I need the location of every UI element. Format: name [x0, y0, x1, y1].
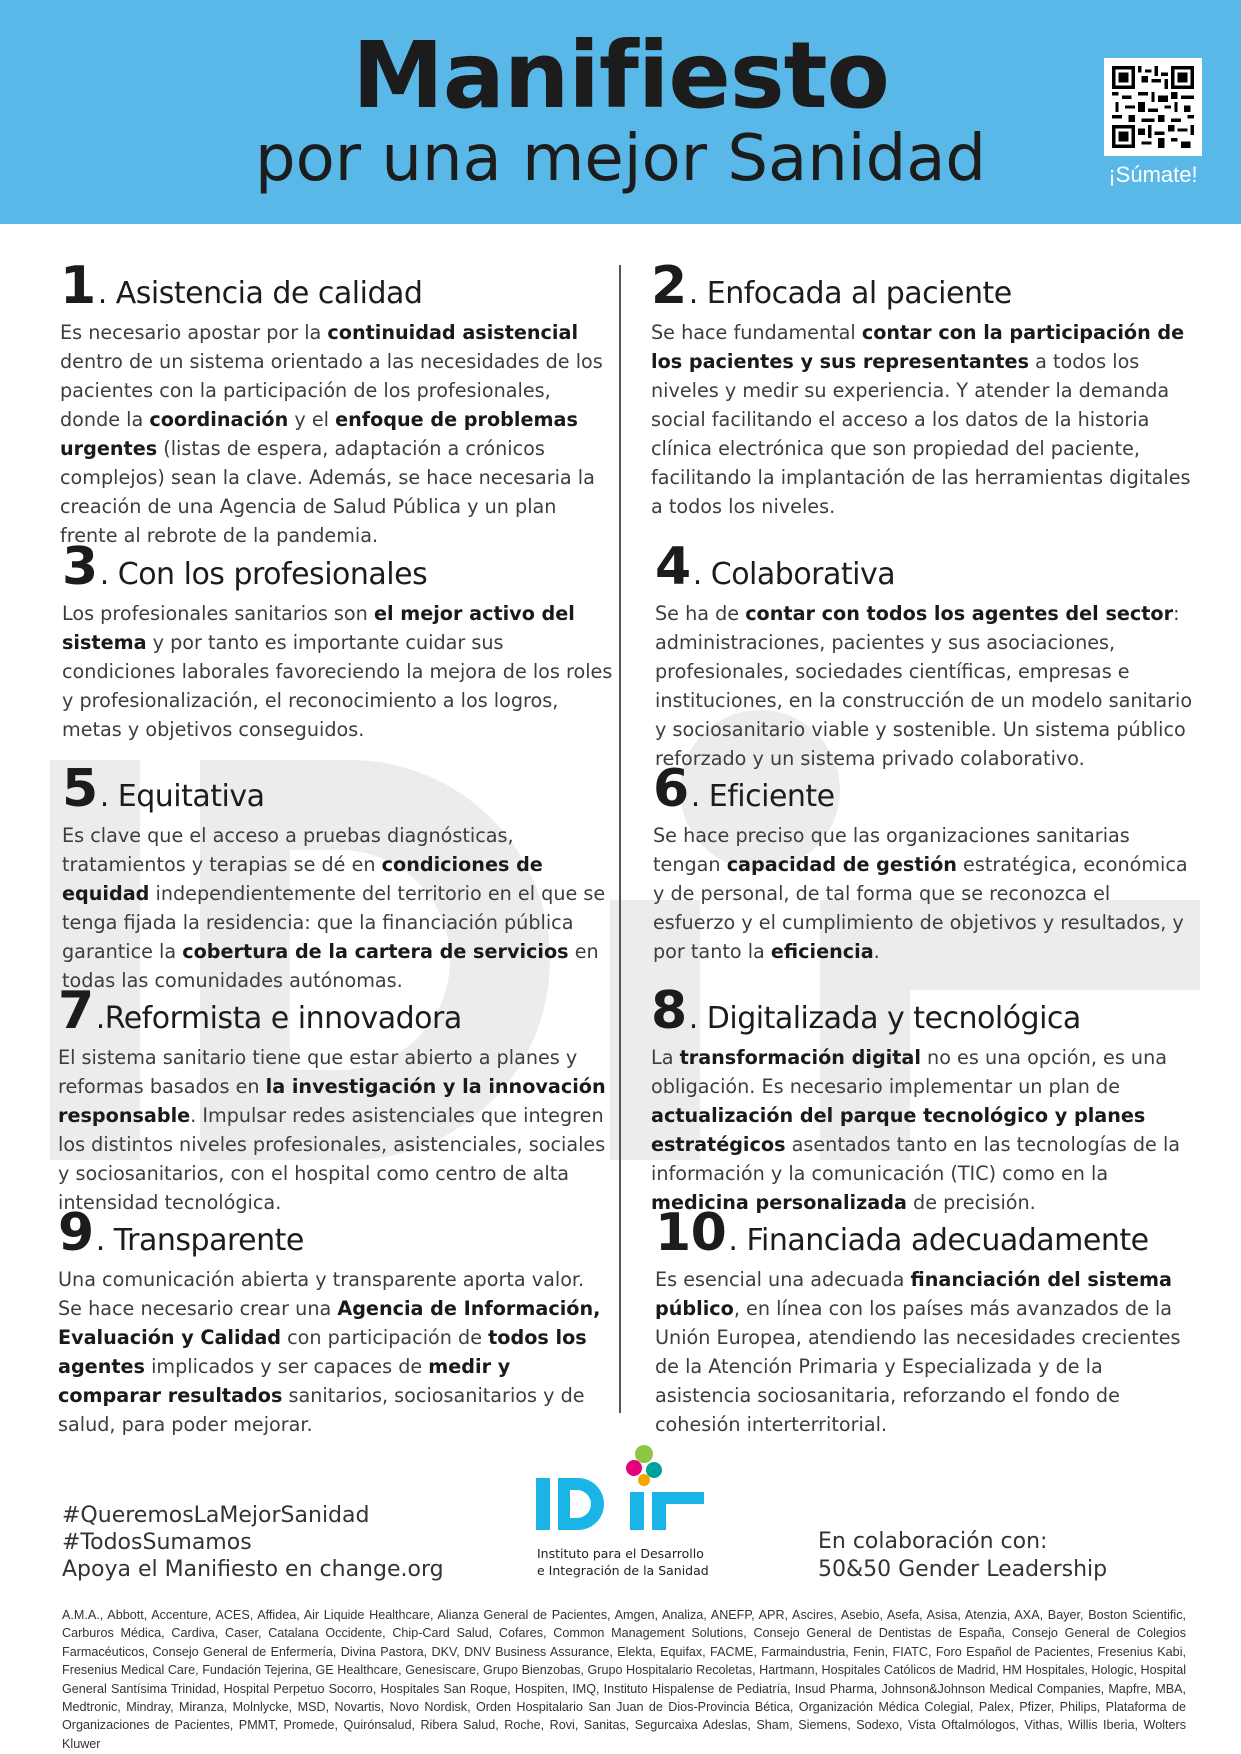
body-text: sanitarios, sociosanitarios y de salud, para poder mejorar.: [58, 1384, 585, 1436]
logo-line: Instituto para el Desarrollo: [537, 1546, 704, 1561]
qr-code-icon[interactable]: [1104, 58, 1202, 156]
emphasis-text: contar con la participación de los pacientes y sus representantes: [651, 321, 1185, 373]
manifesto-item-2: [651, 256, 1196, 521]
emphasis-text: coordinación: [149, 408, 289, 431]
body-text: no es una opción, es una obligación. Es necesario implementar un plan de: [651, 1046, 1168, 1098]
idis-logo-text: [537, 1545, 709, 1579]
item-text: [58, 1043, 614, 1217]
emphasis-text: la investigación y la innovación responsable: [58, 1075, 606, 1127]
emphasis-text: financiación del sistema público: [655, 1268, 1172, 1320]
emphasis-text: enfoque de problemas urgentes: [60, 408, 578, 460]
emphasis-text: capacidad de gestión: [726, 853, 957, 876]
item-heading: [60, 256, 612, 316]
item-number: 3: [62, 537, 98, 597]
item-title: . Digitalizada y tecnológica: [688, 1001, 1081, 1036]
emphasis-text: cobertura de la cartera de servicios: [182, 940, 569, 963]
page-title: Manifiesto: [352, 22, 889, 129]
body-text: La: [651, 1046, 680, 1069]
item-text: [58, 1265, 614, 1439]
item-text: [62, 821, 614, 995]
qr-caption: ¡Súmate!: [1108, 162, 1198, 187]
body-text: con participación de: [281, 1326, 489, 1349]
item-heading: [653, 759, 1198, 819]
emphasis-text: medicina personalizada: [651, 1191, 907, 1214]
item-text: [60, 318, 612, 550]
item-number: 5: [62, 759, 98, 819]
body-text: Es esencial una adecuada: [655, 1268, 911, 1291]
item-number: 8: [651, 981, 687, 1041]
sponsors-list: A.M.A., Abbott, Accenture, ACES, Affidea, Air Liquide Healthcare, Alianza General de Pacientes, Amgen, Analiza, ANEFP, APR, Ascires, Asebio, Asefa, Asisa, Atenzia, AXA, Bayer, Boston Scientific, Carburos Médica, Cardiva, Caser, Catalana Occidente, Chip-Card Salud, Cofares, Common Management Solutions, Consejo General de Dentistas de España, Consejo General de Colegios Farmacéuticos, Consejo General de Enfermería, Divina Pastora, DKV, DNV Business Assurance, Elekta, Equifax, FACME, Farmaindustria, Fenin, FIATC, Foro Español de Pacientes, Fresenius Kabi, Fresenius Medical Care, Fundación Tejerina, GE Healthcare, Genesiscare, Grupo Bienzobas, Grupo Hospitalario Recoletas, Hartmann, Hospitales Católicos de Madrid, HM Hospitales, Hologic, Hospital General Santísima Trinidad, Hospital Perpetuo Socorro, Hospitales San Roque, Hospiten, IMQ, Instituto Hispalense de Pediatría, Insud Pharma, Johnson&Johnson Medical Companies, Mapfre, MBA, Medtronic, Mindray, Miranza, Molnlycke, MSD, Novartis, Novo Nordisk, Orden Hospitalario San Juan de Dios-Provincia Bética, Organización Médica Colegial, Palex, Pfizer, Philips, Plataforma de Organizaciones de Pacientes, PMMT, Promede, Quirónsalud, Ribera Salud, Roche, Rovi, Sanitas, Segurcaixa Adeslas, Sham, Siemens, Sodexo, Vista Oftalmólogos, Vithas, Willis Iberia, Wolters Kluwer: [62, 1608, 1186, 1751]
item-number: 2: [651, 256, 687, 316]
item-number: 9: [58, 1203, 94, 1263]
emphasis-text: medir y comparar resultados: [58, 1355, 511, 1407]
body-text: Una comunicación abierta y transparente aporta valor. Se hace necesario crear una: [58, 1268, 585, 1320]
item-heading: [655, 537, 1200, 597]
logo-line: e Integración de la Sanidad: [537, 1563, 709, 1578]
item-text: [655, 1265, 1200, 1439]
body-text: : administraciones, pacientes y sus asociaciones, profesionales, sociedades científicas, empresas e instituciones, en la construcción de un modelo sanitario y sociosanitario viable y sostenible. Un sistema público reforzado y un sistema privado colaborativo.: [655, 602, 1193, 770]
body-text: , en línea con los países más avanzados de la Unión Europea, atendiendo las necesidades crecientes de la Atención Primaria y Especializada y de la asistencia sociosanitaria, reforzando el fondo de cohesión interterritorial.: [655, 1297, 1181, 1436]
body-text: a todos los niveles y medir su experiencia. Y atender la demanda social facilitando el acceso a los datos de la historia clínica electrónica que son propiedad del paciente, facilitando la implantación de las herramientas digitales a todos los niveles.: [651, 350, 1191, 518]
hashtag-link[interactable]: #QueremosLaMejorSanidad: [62, 1503, 370, 1528]
emphasis-text: transformación digital: [679, 1046, 921, 1069]
body-text: en todas las comunidades autónomas.: [62, 940, 599, 992]
item-title: . Enfocada al paciente: [688, 276, 1012, 311]
collab-name: 50&50 Gender Leadership: [818, 1557, 1108, 1582]
footer-hashtags: [62, 1502, 444, 1583]
body-text: Se ha de: [655, 602, 746, 625]
manifesto-item-3: [62, 537, 614, 744]
item-heading: [62, 537, 614, 597]
emphasis-text: el mejor activo del sistema: [62, 602, 575, 654]
manifesto-item-8: [651, 981, 1196, 1217]
item-number: 7: [58, 981, 94, 1041]
manifesto-item-4: [655, 537, 1200, 773]
item-title: . Financiada adecuadamente: [728, 1223, 1149, 1258]
body-text: (listas de espera, adaptación a crónicos complejos) sean la clave. Además, se hace necesaria la creación de una Agencia de Salud Pública y un plan frente al rebrote de la pandemia.: [60, 437, 595, 547]
body-text: .: [873, 940, 880, 963]
manifesto-item-9: [58, 1203, 614, 1439]
body-text: asentados tanto en las tecnologías de la información y la comunicación (TIC) como en la: [651, 1133, 1181, 1185]
emphasis-text: contar con todos los agentes del sector: [745, 602, 1174, 625]
body-text: estratégica, económica y de personal, de tal forma que se reconozca el esfuerzo y el cumplimiento de objetivos y resultados, y por tanto la: [653, 853, 1188, 963]
body-text: Se hace preciso que las organizaciones sanitarias tengan: [653, 824, 1130, 876]
item-number: 1: [60, 256, 96, 316]
item-text: [653, 821, 1198, 966]
item-text: [651, 318, 1196, 521]
item-heading: [58, 1203, 614, 1263]
item-heading: [655, 1203, 1200, 1263]
item-title: . Eficiente: [690, 779, 835, 814]
body-text: y por tanto es importante cuidar sus condiciones laborales favoreciendo la mejora de los roles y profesionalización, el reconocimiento a los logros, metas y objetivos conseguidos.: [62, 631, 613, 741]
manifesto-item-5: [62, 759, 614, 995]
item-title: .Reformista e innovadora: [95, 1001, 462, 1036]
body-text: implicados y ser capaces de: [144, 1355, 429, 1378]
hashtag-link[interactable]: #TodosSumamos: [62, 1530, 252, 1555]
page-subtitle: por una mejor Sanidad: [254, 122, 987, 196]
item-heading: [651, 981, 1196, 1041]
item-text: [62, 599, 614, 744]
body-text: Es necesario apostar por la: [60, 321, 328, 344]
item-text: [651, 1043, 1196, 1217]
item-heading: [58, 981, 614, 1041]
item-number: 4: [655, 537, 691, 597]
body-text: de precisión.: [906, 1191, 1036, 1214]
emphasis-text: Agencia de Información, Evaluación y Calidad: [58, 1297, 601, 1349]
emphasis-text: todos los agentes: [58, 1326, 587, 1378]
body-text: Es clave que el acceso a pruebas diagnósticas, tratamientos y terapias se dé en: [62, 824, 514, 876]
item-title: . Asistencia de calidad: [97, 276, 423, 311]
body-text: independientemente del territorio en el que se tenga fijada la residencia: que la financiación pública garantice la: [62, 882, 606, 963]
body-text: . Impulsar redes asistenciales que integren los distintos niveles profesionales, asistenciales, sociales y sociosanitarios, con el hospital como centro de alta intensidad tecnológica.: [58, 1104, 606, 1214]
body-text: Se hace fundamental: [651, 321, 862, 344]
collab-label: En colaboración con:: [818, 1529, 1048, 1554]
emphasis-text: eficiencia: [770, 940, 874, 963]
manifesto-item-1: [60, 256, 612, 550]
support-link[interactable]: Apoya el Manifiesto en change.org: [62, 1557, 444, 1582]
column-divider: [619, 265, 621, 1413]
item-title: . Colaborativa: [692, 557, 896, 592]
manifesto-item-10: [655, 1203, 1200, 1439]
body-text: y el: [288, 408, 336, 431]
item-heading: [62, 759, 614, 819]
item-text: [655, 599, 1200, 773]
item-title: . Equitativa: [99, 779, 265, 814]
item-number: 6: [653, 759, 689, 819]
item-number: 10: [655, 1203, 727, 1263]
emphasis-text: actualización del parque tecnológico y planes estratégicos: [651, 1104, 1146, 1156]
manifesto-item-7: [58, 981, 614, 1217]
emphasis-text: continuidad asistencial: [327, 321, 579, 344]
item-title: . Transparente: [95, 1223, 304, 1258]
emphasis-text: condiciones de equidad: [62, 853, 543, 905]
collaboration-block: [818, 1528, 1107, 1584]
item-heading: [651, 256, 1196, 316]
manifesto-item-6: [653, 759, 1198, 966]
item-title: . Con los profesionales: [99, 557, 428, 592]
body-text: El sistema sanitario tiene que estar abierto a planes y reformas basados en: [58, 1046, 578, 1098]
body-text: Los profesionales sanitarios son: [62, 602, 374, 625]
body-text: dentro de un sistema orientado a las necesidades de los pacientes con la participación de los profesionales, donde la: [60, 350, 603, 431]
